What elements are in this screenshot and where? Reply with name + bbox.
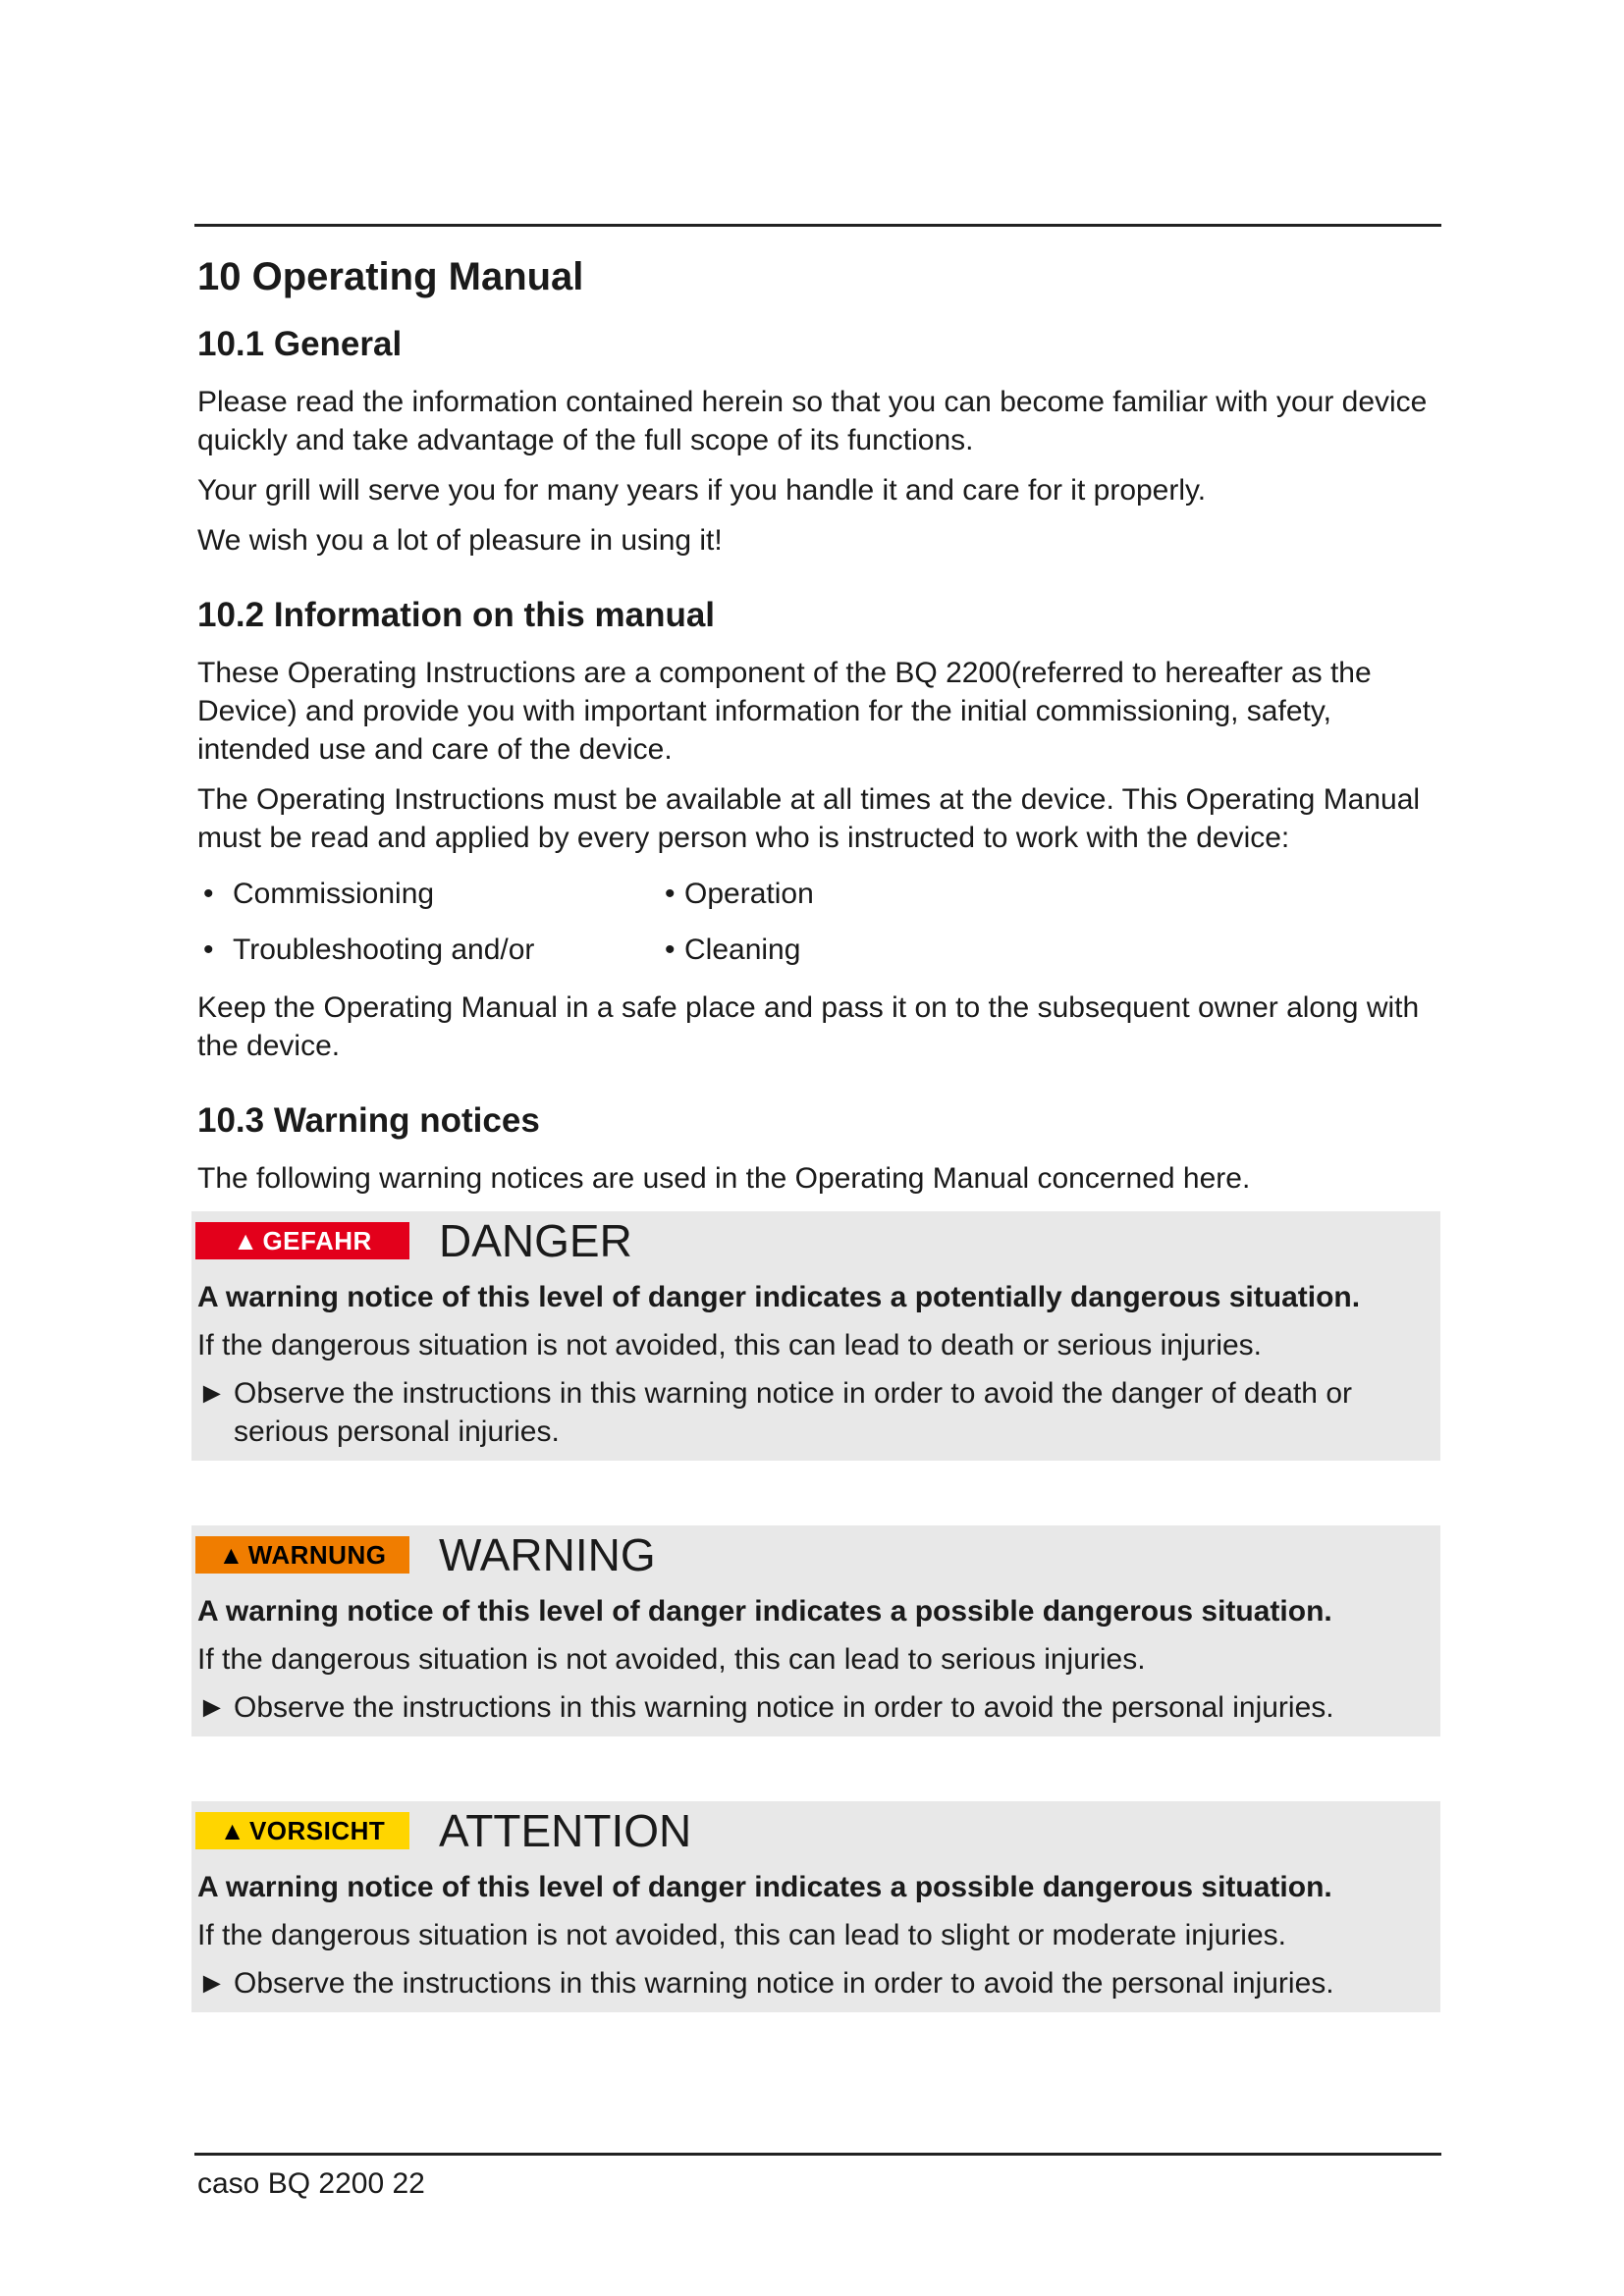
warning-action: ► Observe the instructions in this warning notice in order to avoid the personal injuries. xyxy=(197,1688,1435,1727)
danger-notice xyxy=(191,1211,1440,1461)
action-arrow-icon: ► xyxy=(197,1967,227,2000)
danger-title: DANGER xyxy=(439,1215,632,1266)
bullet-icon: • xyxy=(665,934,676,966)
bottom-rule xyxy=(194,2153,1441,2156)
bullet-item: • Cleaning xyxy=(665,931,1440,969)
general-paragraph-2: Your grill will serve you for many years if you handle it and care for it properly. xyxy=(197,474,1207,507)
section-warnings-heading: 10.3 Warning notices xyxy=(197,1101,540,1140)
attention-bold-text: A warning notice of this level of danger indicates a possible dangerous situation. xyxy=(197,1871,1332,1903)
bullet-icon: • xyxy=(203,878,214,910)
section-manual-info-heading: 10.2 Information on this manual xyxy=(197,596,716,634)
danger-bold-text: A warning notice of this level of danger indicates a potentially dangerous situation. xyxy=(197,1281,1361,1313)
manual-info-paragraph-1: These Operating Instructions are a component of the BQ 2200(referred to hereafter as the Device) and provide you with important information for the initial commissioning, safety, intended use and care of the device. xyxy=(197,657,1372,766)
vorsicht-signal-label: ▲ VORSICHT xyxy=(195,1812,409,1849)
danger-text: If the dangerous situation is not avoided, this can lead to death or serious injuries. xyxy=(197,1329,1262,1362)
task-bullet-list xyxy=(203,875,1440,969)
general-paragraph-3: We wish you a lot of pleasure in using it! xyxy=(197,524,723,557)
chapter-title: 10 Operating Manual xyxy=(197,255,584,298)
warning-title: WARNING xyxy=(439,1529,656,1580)
warning-text: If the dangerous situation is not avoided, this can lead to serious injuries. xyxy=(197,1643,1146,1676)
manual-info-paragraph-3: Keep the Operating Manual in a safe place and pass it on to the subsequent owner along with the device. xyxy=(197,991,1420,1062)
bullet-item: • Troubleshooting and/or xyxy=(203,931,665,969)
attention-notice xyxy=(191,1801,1440,2012)
action-arrow-icon: ► xyxy=(197,1691,227,1724)
general-paragraph-1: Please read the information contained herein so that you can become familiar with your device quickly and take advantage of the full scope of its functions. xyxy=(197,386,1428,456)
section-general-heading: 10.1 General xyxy=(197,325,403,363)
warning-triangle-icon: ▲ xyxy=(233,1225,259,1255)
warning-notice xyxy=(191,1525,1440,1736)
gefahr-signal-label: ▲ GEFAHR xyxy=(195,1222,409,1259)
bullet-icon: • xyxy=(203,934,214,966)
page-content xyxy=(197,253,1440,2012)
bullet-item: • Operation xyxy=(665,875,1440,913)
warning-triangle-icon: ▲ xyxy=(219,1815,245,1845)
bullet-item: • Commissioning xyxy=(203,875,665,913)
attention-action: ► Observe the instructions in this warning notice in order to avoid the personal injuries. xyxy=(197,1964,1435,2002)
warnings-intro: The following warning notices are used in the Operating Manual concerned here. xyxy=(197,1162,1251,1195)
warning-bold-text: A warning notice of this level of danger indicates a possible dangerous situation. xyxy=(197,1595,1332,1628)
action-arrow-icon: ► xyxy=(197,1377,227,1410)
page-footer: caso BQ 2200 22 xyxy=(197,2167,425,2200)
top-rule xyxy=(194,224,1441,227)
bullet-icon: • xyxy=(665,878,676,910)
attention-text: If the dangerous situation is not avoided, this can lead to slight or moderate injuries. xyxy=(197,1919,1286,1951)
attention-title: ATTENTION xyxy=(439,1805,692,1856)
warning-triangle-icon: ▲ xyxy=(218,1539,244,1570)
warnung-signal-label: ▲ WARNUNG xyxy=(195,1536,409,1574)
danger-action: ► Observe the instructions in this warning notice in order to avoid the danger of death or serious personal injuries. xyxy=(197,1374,1435,1451)
manual-info-paragraph-2: The Operating Instructions must be available at all times at the device. This Operating Manual must be read and applied by every person who is instructed to work with the device: xyxy=(197,783,1421,854)
